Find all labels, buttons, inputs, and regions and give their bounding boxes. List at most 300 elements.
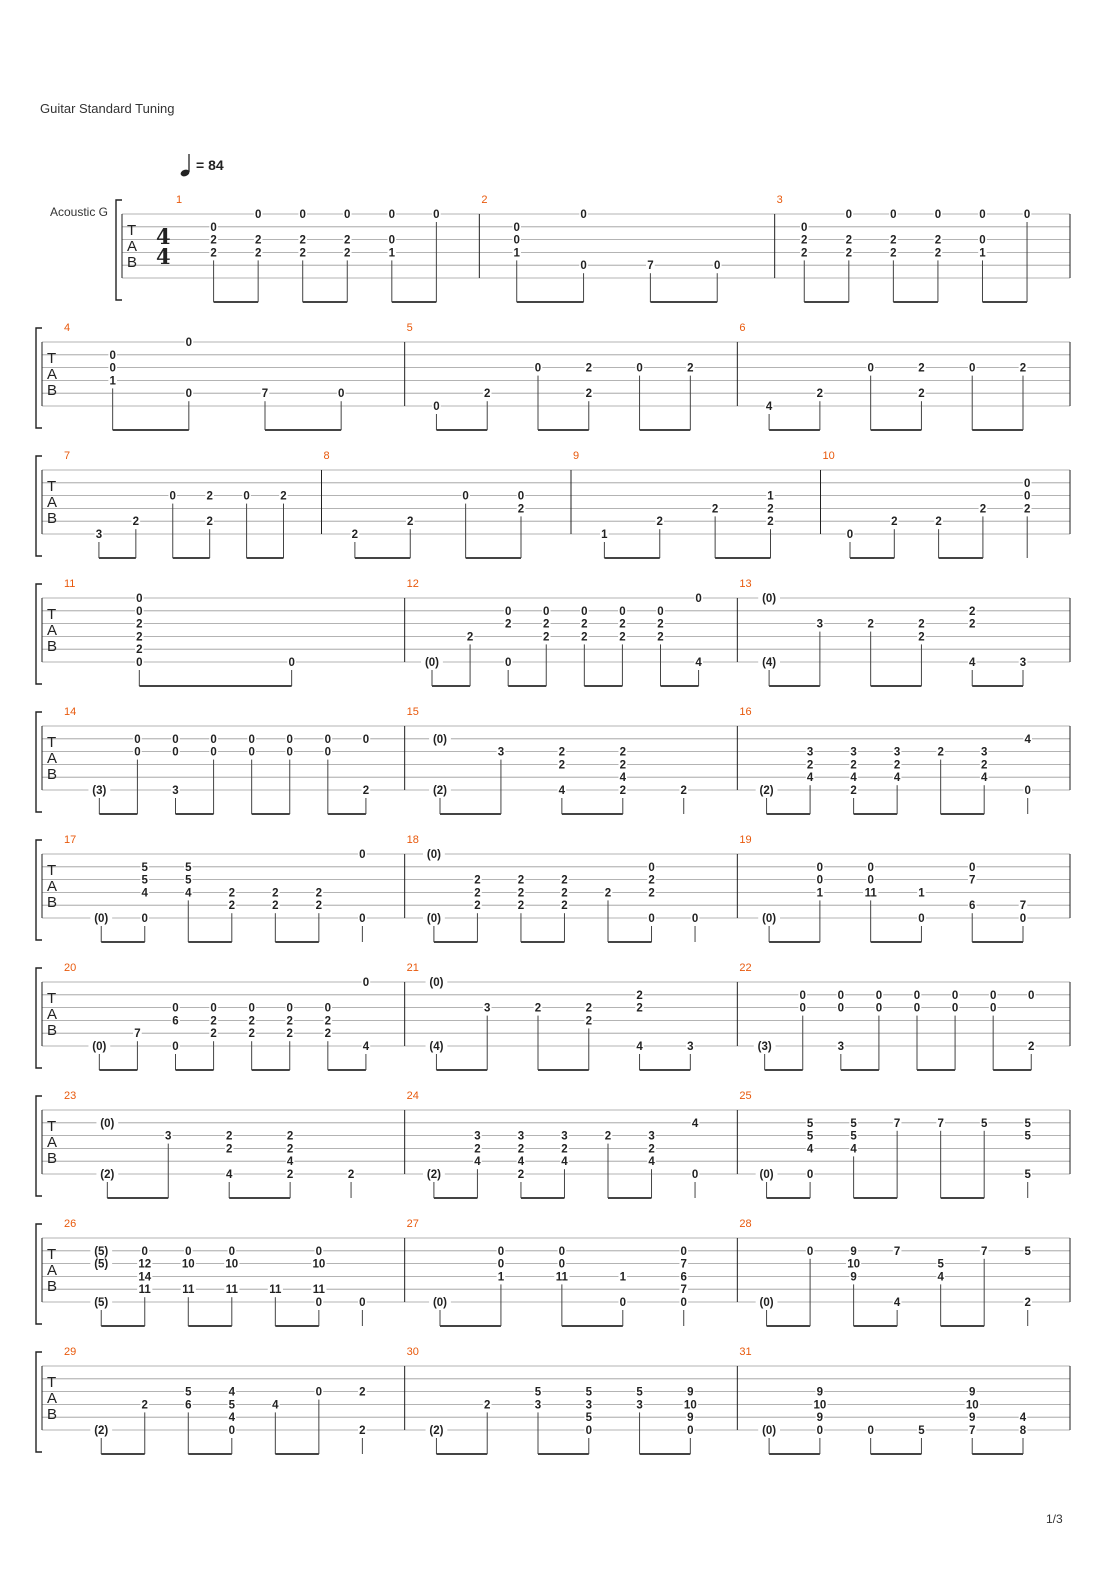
fret-number: (2) <box>94 1425 109 1437</box>
fret-number: 4 <box>765 401 773 413</box>
tab-system <box>36 962 1070 1070</box>
measure <box>737 1090 1032 1198</box>
tab-system <box>36 1090 1070 1198</box>
fret-number: 0 <box>934 209 942 221</box>
fret-number: (0) <box>429 977 444 989</box>
fret-number: 0 <box>918 913 925 925</box>
fret-number: 0 <box>185 388 193 401</box>
fret-number: 0 <box>951 989 959 1002</box>
tab-clef-letter: A <box>47 622 58 639</box>
fret-number: 4 <box>695 657 702 669</box>
fret-number: 4 <box>1019 1412 1027 1425</box>
fret-number: 12 <box>138 1258 152 1271</box>
fret-number: 2 <box>918 388 925 401</box>
fret-number: 1 <box>388 247 396 260</box>
fret-number: 0 <box>228 1425 236 1437</box>
fret-number: 0 <box>837 1002 845 1015</box>
time-signature-digit: 4 <box>156 244 171 269</box>
fret-number: 4 <box>141 887 148 900</box>
tab-clef-letter: T <box>47 734 57 751</box>
fret-number: 9 <box>850 1271 857 1284</box>
fret-number: 0 <box>580 260 587 273</box>
fret-number: 9 <box>969 1386 976 1399</box>
fret-number: 2 <box>228 887 236 900</box>
fret-number: 0 <box>248 746 255 759</box>
fret-number: 2 <box>558 759 566 772</box>
fret-number: 2 <box>918 362 925 375</box>
fret-number: 11 <box>864 887 877 900</box>
fret-number: 3 <box>497 746 505 759</box>
fret-number: 5 <box>636 1386 643 1399</box>
fret-number: 5 <box>806 1130 814 1143</box>
measure <box>64 962 370 1070</box>
fret-number: 3 <box>837 1041 845 1053</box>
fret-number: 2 <box>935 516 942 529</box>
system-bracket <box>36 456 42 556</box>
fret-number: 0 <box>315 1386 323 1399</box>
fret-number: 2 <box>474 887 481 900</box>
fret-number: 3 <box>534 1399 542 1412</box>
fret-number: 0 <box>816 861 824 874</box>
fret-number: 2 <box>619 618 626 631</box>
fret-number: 0 <box>210 1002 217 1015</box>
fret-number: 3 <box>561 1130 568 1143</box>
measure-number: 5 <box>406 322 413 334</box>
tab-clef-letter: B <box>47 1022 58 1039</box>
fret-number: 2 <box>687 362 694 375</box>
fret-number: 0 <box>517 490 525 503</box>
fret-number: 0 <box>1028 989 1035 1002</box>
fret-number: 2 <box>272 900 279 913</box>
fret-number: 4 <box>969 657 976 669</box>
fret-number: 2 <box>315 900 323 913</box>
measure-number: 23 <box>64 1090 77 1102</box>
fret-number: 0 <box>362 733 370 746</box>
fret-number: 0 <box>359 1297 366 1309</box>
fret-number: 2 <box>1019 362 1027 375</box>
fret-number: 0 <box>228 1245 236 1258</box>
fret-number: 4 <box>893 772 901 785</box>
fret-number: 0 <box>1024 477 1031 490</box>
fret-number: 2 <box>767 516 774 529</box>
measure-number: 28 <box>739 1218 752 1230</box>
fret-number: 2 <box>657 631 664 644</box>
measure <box>64 706 370 814</box>
tab-clef-letter: B <box>47 382 58 399</box>
fret-number: 1 <box>109 375 116 388</box>
fret-number: 1 <box>513 247 520 260</box>
fret-number: 2 <box>210 247 217 260</box>
fret-number: 0 <box>543 605 550 618</box>
fret-number: 0 <box>867 874 874 887</box>
fret-number: 0 <box>134 746 141 759</box>
fret-number: 10 <box>847 1258 861 1271</box>
fret-number: 0 <box>799 989 806 1002</box>
fret-number: 0 <box>299 209 306 221</box>
fret-number: 0 <box>504 605 512 618</box>
fret-number: 7 <box>134 1028 141 1041</box>
fret-number: 10 <box>225 1258 239 1271</box>
fret-number: 0 <box>433 401 440 413</box>
tab-clef-letter: T <box>47 1374 57 1391</box>
fret-number: 0 <box>636 362 643 375</box>
measure <box>405 322 695 430</box>
measure <box>405 834 700 942</box>
fret-number: 2 <box>225 1143 233 1156</box>
fret-number: 0 <box>837 989 845 1002</box>
fret-number: 2 <box>969 605 976 618</box>
fret-number: 9 <box>687 1412 694 1425</box>
fret-number: 5 <box>918 1425 925 1437</box>
fret-number: 5 <box>1024 1117 1031 1130</box>
fret-number: 1 <box>816 887 824 900</box>
fret-number: 0 <box>388 234 396 247</box>
fret-number: 2 <box>210 1028 217 1041</box>
fret-number: 0 <box>687 1425 694 1437</box>
system-bracket <box>36 1096 42 1196</box>
fret-number: 5 <box>228 1399 236 1412</box>
fret-number: 0 <box>619 1297 626 1309</box>
fret-number: 0 <box>210 733 217 746</box>
measure <box>176 194 441 302</box>
measure <box>405 1090 700 1198</box>
tab-clef-letter: T <box>127 222 137 239</box>
fret-number: 2 <box>206 490 213 503</box>
fret-number: 2 <box>324 1028 332 1041</box>
tab-system <box>36 578 1070 686</box>
tab-clef-letter: T <box>47 990 57 1007</box>
fret-number: 5 <box>534 1386 542 1399</box>
tab-clef-letter: A <box>47 1390 58 1407</box>
tab-clef-letter: T <box>47 478 57 495</box>
fret-number: 0 <box>534 362 542 375</box>
tab-clef-letter: T <box>47 862 57 879</box>
fret-number: 2 <box>934 234 942 247</box>
fret-number: 2 <box>680 785 687 797</box>
fret-number: 2 <box>299 234 306 247</box>
fret-number: 0 <box>315 1245 323 1258</box>
fret-number: 2 <box>581 618 588 631</box>
measure <box>64 322 345 430</box>
measure-number: 15 <box>406 706 419 718</box>
fret-number: 2 <box>466 631 474 644</box>
system-bracket <box>36 712 42 812</box>
fret-number: 0 <box>969 861 976 874</box>
fret-number: 0 <box>243 490 250 503</box>
fret-number: 2 <box>867 618 874 631</box>
fret-number: 2 <box>136 644 143 657</box>
fret-number: 9 <box>687 1386 694 1399</box>
fret-number: 2 <box>136 618 143 631</box>
fret-number: 2 <box>767 503 774 516</box>
fret-number: (3) <box>757 1041 772 1053</box>
fret-number: 10 <box>965 1399 979 1412</box>
tab-clef-letter: A <box>127 238 138 255</box>
fret-number: 0 <box>324 733 332 746</box>
measure-number: 3 <box>776 194 783 206</box>
fret-number: 2 <box>1024 1297 1031 1309</box>
fret-number: 0 <box>558 1245 566 1258</box>
fret-number: (0) <box>759 1297 774 1309</box>
fret-number: 11 <box>555 1271 568 1284</box>
measure-number: 26 <box>64 1218 77 1230</box>
measure <box>405 706 688 814</box>
fret-number: (5) <box>94 1258 109 1271</box>
fret-number: 2 <box>656 516 663 529</box>
fret-number: 4 <box>806 1143 814 1156</box>
system-bracket <box>116 200 122 300</box>
fret-number: 5 <box>185 1386 192 1399</box>
measure-number: 1 <box>176 194 183 206</box>
fret-number: 0 <box>210 221 217 234</box>
fret-number: 0 <box>388 209 396 221</box>
fret-number: 0 <box>324 746 332 759</box>
fret-number: (5) <box>94 1297 109 1309</box>
fret-number: 2 <box>561 874 568 887</box>
instrument-name: Acoustic G <box>50 205 109 219</box>
tab-clef-letter: T <box>47 350 57 367</box>
fret-number: 7 <box>969 1425 976 1437</box>
fret-number: 2 <box>407 516 414 529</box>
fret-number: 2 <box>286 1028 293 1041</box>
fret-number: 0 <box>867 362 874 375</box>
fret-number: 0 <box>875 989 883 1002</box>
fret-number: 2 <box>132 516 140 529</box>
fret-number: 0 <box>691 913 699 925</box>
tab-clef-letter: A <box>47 750 58 767</box>
fret-number: 0 <box>109 362 116 375</box>
fret-number: 2 <box>636 989 643 1002</box>
fret-number: 5 <box>1024 1130 1031 1143</box>
fret-number: 2 <box>344 247 351 260</box>
fret-number: 5 <box>980 1117 988 1130</box>
system-bracket <box>36 584 42 684</box>
measure <box>737 834 1027 942</box>
fret-number: 5 <box>185 861 192 874</box>
measure-number: 21 <box>406 962 419 974</box>
measure <box>405 1218 688 1326</box>
fret-number: (0) <box>92 1041 107 1053</box>
fret-number: 2 <box>1028 1041 1035 1053</box>
tab-clef-letter: B <box>47 766 58 783</box>
fret-number: 3 <box>850 746 857 759</box>
fret-number: 7 <box>647 260 654 273</box>
fret-number: 5 <box>141 861 148 874</box>
fret-number: 3 <box>165 1130 172 1143</box>
fret-number: 6 <box>680 1271 687 1284</box>
fret-number: 2 <box>504 618 512 631</box>
fret-number: 0 <box>109 349 116 362</box>
fret-number: 4 <box>850 1143 857 1156</box>
measure <box>64 1090 355 1198</box>
fret-number: 2 <box>1024 503 1031 516</box>
fret-number: 2 <box>619 631 626 644</box>
measure-number: 18 <box>406 834 419 846</box>
measure-number: 30 <box>406 1346 419 1358</box>
fret-number: 3 <box>1019 657 1027 669</box>
fret-number: 2 <box>359 1425 366 1437</box>
fret-number: 2 <box>344 234 351 247</box>
fret-number: 4 <box>691 1117 699 1130</box>
measure-number: 22 <box>739 962 752 974</box>
fret-number: 2 <box>474 1143 481 1156</box>
fret-number: (0) <box>762 913 777 925</box>
tab-clef-letter: T <box>47 1118 57 1135</box>
fret-number: 0 <box>433 209 440 221</box>
fret-number: 4 <box>228 1386 236 1399</box>
measure <box>405 962 695 1070</box>
fret-number: 2 <box>272 887 279 900</box>
fret-number: (0) <box>100 1117 115 1130</box>
fret-number: (2) <box>100 1169 115 1181</box>
fret-number: 0 <box>816 874 824 887</box>
fret-number: 0 <box>1023 209 1031 221</box>
fret-number: 10 <box>181 1258 195 1271</box>
tab-clef-letter: B <box>47 894 58 911</box>
fret-number: 3 <box>474 1130 481 1143</box>
measure <box>405 1346 698 1454</box>
fret-number: (0) <box>762 593 777 605</box>
fret-number: 5 <box>1024 1169 1031 1181</box>
fret-number: 2 <box>648 887 655 900</box>
fret-number: 2 <box>315 887 323 900</box>
fret-number: 0 <box>913 989 921 1002</box>
fret-number: 5 <box>585 1412 592 1425</box>
fret-number: 2 <box>648 874 655 887</box>
fret-number: 2 <box>561 900 568 913</box>
tab-system <box>36 1218 1070 1326</box>
fret-number: 2 <box>254 247 262 260</box>
fret-number: 2 <box>801 247 808 260</box>
fret-number: (0) <box>432 1297 448 1309</box>
fret-number: 0 <box>806 1169 814 1181</box>
fret-number: 1 <box>601 529 608 541</box>
tab-clef-letter: A <box>47 1134 58 1151</box>
fret-number: 0 <box>324 1002 332 1015</box>
fret-number: 0 <box>497 1245 505 1258</box>
fret-number: 0 <box>619 605 626 618</box>
fret-number: 7 <box>680 1284 687 1297</box>
fret-number: 0 <box>172 1041 179 1053</box>
fret-number: 0 <box>462 490 469 503</box>
fret-number: 2 <box>225 1130 233 1143</box>
fret-number: 0 <box>585 1425 592 1437</box>
fret-number: 2 <box>286 1015 293 1028</box>
measure <box>64 578 296 686</box>
fret-number: 2 <box>286 1169 294 1181</box>
measure <box>737 962 1035 1070</box>
fret-number: 0 <box>315 1297 323 1309</box>
fret-number: 0 <box>172 1002 179 1015</box>
tuning-label: Guitar Standard Tuning <box>40 101 175 116</box>
fret-number: 2 <box>351 529 359 541</box>
fret-number: 7 <box>893 1117 901 1130</box>
tab-system <box>36 450 1070 558</box>
fret-number: 0 <box>1024 785 1031 797</box>
fret-number: 7 <box>680 1258 687 1271</box>
fret-number: 0 <box>248 1002 255 1015</box>
fret-number: 1 <box>619 1271 626 1284</box>
fret-number: 2 <box>484 1399 491 1412</box>
measure-number: 19 <box>739 834 752 846</box>
fret-number: 2 <box>280 490 287 503</box>
fret-number: 5 <box>585 1386 592 1399</box>
fret-number: 11 <box>225 1284 238 1297</box>
measure-number: 6 <box>739 322 746 334</box>
system-bracket <box>36 1352 42 1452</box>
measure <box>64 834 367 942</box>
fret-number: 0 <box>581 605 588 618</box>
fret-number: 0 <box>141 913 148 925</box>
fret-number: 2 <box>474 874 481 887</box>
fret-number: 2 <box>581 631 588 644</box>
fret-number: 2 <box>517 1169 525 1181</box>
fret-number: 3 <box>816 618 824 631</box>
tab-clef-letter: B <box>47 510 58 527</box>
fret-number: 11 <box>182 1284 195 1297</box>
fret-number: 3 <box>95 529 103 541</box>
fret-number: 2 <box>619 759 626 772</box>
tab-clef-letter: B <box>47 1278 58 1295</box>
measure-number: 10 <box>822 450 835 462</box>
measure-number: 20 <box>64 962 77 974</box>
fret-number: 7 <box>261 388 269 401</box>
fret-number: 2 <box>585 1015 592 1028</box>
fret-number: 9 <box>816 1386 824 1399</box>
fret-number: 0 <box>359 913 366 925</box>
fret-number: 7 <box>893 1245 901 1258</box>
fret-number: 2 <box>299 247 306 260</box>
fret-number: 2 <box>604 887 612 900</box>
fret-number: 0 <box>801 221 808 234</box>
fret-number: 4 <box>850 772 857 785</box>
fret-number: 0 <box>136 593 143 605</box>
fret-number: (0) <box>94 913 109 925</box>
fret-number: 9 <box>969 1412 976 1425</box>
fret-number: 5 <box>937 1258 944 1271</box>
fret-number: 0 <box>806 1245 814 1258</box>
fret-number: 2 <box>934 247 942 260</box>
fret-number: 4 <box>980 772 988 785</box>
fret-number: 3 <box>517 1130 525 1143</box>
fret-number: 4 <box>937 1271 944 1284</box>
fret-number: 0 <box>680 1297 687 1309</box>
fret-number: 0 <box>248 733 255 746</box>
fret-number: 4 <box>648 1156 655 1169</box>
fret-number: 3 <box>585 1399 592 1412</box>
fret-number: 2 <box>141 1399 148 1412</box>
fret-number: 4 <box>893 1297 901 1309</box>
fret-number: 5 <box>806 1117 814 1130</box>
fret-number: 0 <box>1024 490 1031 503</box>
fret-number: 4 <box>228 1412 236 1425</box>
fret-number: 0 <box>580 209 587 221</box>
fret-number: (5) <box>94 1245 109 1258</box>
fret-number: 2 <box>484 388 491 401</box>
fret-number: 6 <box>185 1399 192 1412</box>
fret-number: 2 <box>619 785 626 797</box>
fret-number: 0 <box>816 1425 824 1437</box>
tab-clef-letter: A <box>47 878 58 895</box>
fret-number: 0 <box>558 1258 566 1271</box>
fret-number: 2 <box>517 900 525 913</box>
fret-number: 1 <box>497 1271 505 1284</box>
tab-clef-letter: B <box>47 1150 58 1167</box>
fret-number: 2 <box>585 388 592 401</box>
fret-number: 3 <box>172 785 179 797</box>
fret-number: 0 <box>344 209 351 221</box>
fret-number: 2 <box>248 1028 255 1041</box>
